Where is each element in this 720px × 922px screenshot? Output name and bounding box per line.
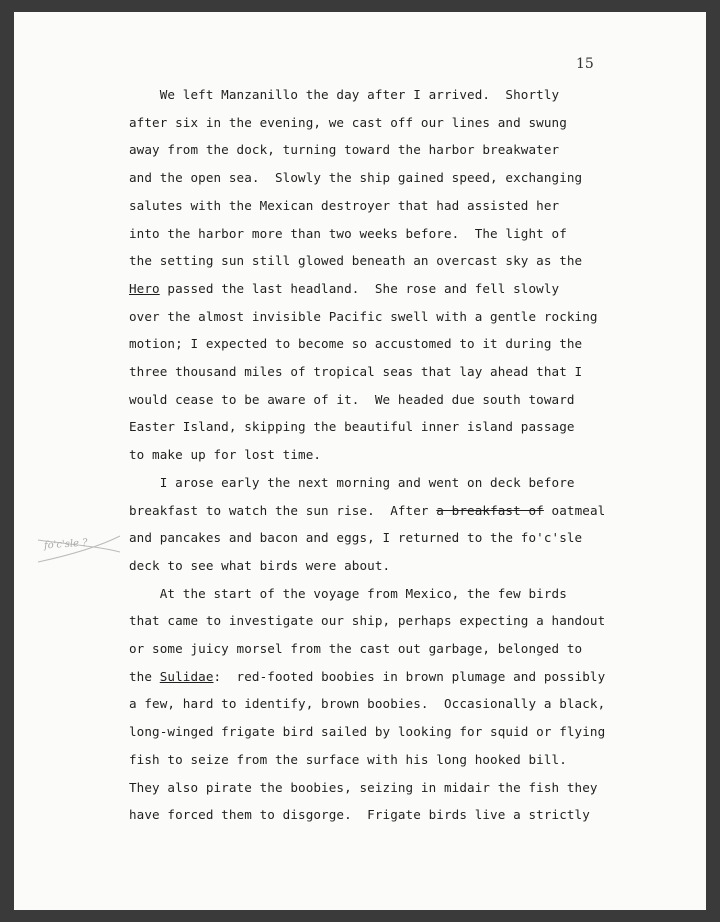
line-segment: breakfast to watch the sun rise. After (129, 502, 437, 518)
text-line: would cease to be aware of it. We headed due south toward (129, 391, 575, 407)
text-line: Easter Island, skipping the beautiful inner island passage (129, 419, 575, 435)
text-line: over the almost invisible Pacific swell with a gentle rocking (129, 308, 598, 324)
text-line: or some juicy morsel from the cast out garbage, belonged to (129, 641, 583, 656)
line-segment: oatmeal (543, 502, 606, 518)
text-line: and pancakes and bacon and eggs, I returned to the fo'c'sle (129, 530, 583, 546)
typed-page (14, 12, 706, 910)
line-segment: the (129, 668, 160, 684)
text-line: motion; I expected to become so accustomed to it during the (129, 336, 583, 352)
struck-text: a breakfast of (436, 502, 544, 518)
text-line (129, 503, 605, 518)
text-line: the setting sun still glowed beneath an overcast sky as the (129, 253, 583, 269)
text-line: deck to see what birds were about. (129, 557, 391, 573)
text-line: away from the dock, turning toward the harbor breakwater (129, 142, 560, 158)
text-line: At the start of the voyage from Mexico, the few birds (129, 585, 567, 601)
page-number: 15 (576, 56, 594, 72)
text-line: have forced them to disgorge. Frigate birds live a strictly (129, 807, 590, 823)
text-line: They also pirate the boobies, seizing in midair the fish they (129, 779, 598, 795)
line-segment: passed the last headland. She rose and fell slowly (159, 280, 560, 296)
underlined-term: Hero (129, 280, 160, 296)
text-line: and the open sea. Slowly the ship gained speed, exchanging (129, 170, 583, 186)
text-line: three thousand miles of tropical seas that lay ahead that I (129, 364, 583, 379)
text-line: salutes with the Mexican destroyer that had assisted her (129, 197, 560, 213)
text-line: after six in the evening, we cast off our lines and swung (129, 114, 567, 130)
text-line: into the harbor more than two weeks before. The light of (129, 225, 567, 241)
underlined-term: Sulidae (159, 668, 214, 684)
text-line: fish to seize from the surface with his long hooked bill. (129, 751, 567, 767)
text-line: to make up for lost time. (129, 447, 322, 463)
text-line: a few, hard to identify, brown boobies. Occasionally a black, (129, 696, 606, 712)
text-line (129, 669, 605, 684)
text-line (129, 281, 559, 296)
text-line: that came to investigate our ship, perhaps expecting a handout (129, 613, 606, 629)
text-line: We left Manzanillo the day after I arrived. Shortly (129, 87, 560, 102)
margin-note: fo'c'sle ? (43, 537, 88, 552)
line-segment: : red-footed boobies in brown plumage and possibly (213, 668, 606, 684)
text-line: long-winged frigate bird sailed by looking for squid or flying (129, 724, 606, 740)
text-line: I arose early the next morning and went on deck before (129, 474, 575, 490)
